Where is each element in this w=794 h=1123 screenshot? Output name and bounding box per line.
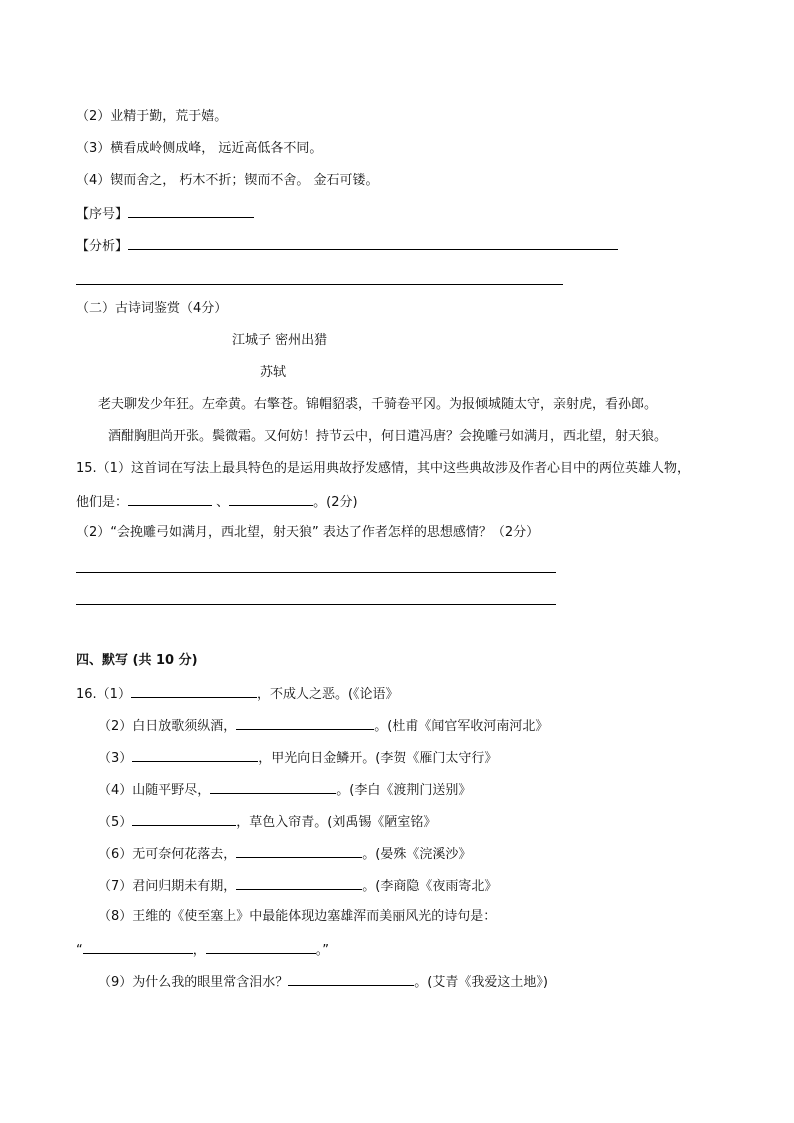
hero-blank-2[interactable] xyxy=(229,492,313,506)
q3-prefix: （3） xyxy=(98,751,133,766)
question-15-2: （2）“会挽雕弓如满月，西北望，射天狼” 表达了作者怎样的思想感情？（2分） xyxy=(76,525,540,540)
q6-blank[interactable] xyxy=(236,844,362,858)
answer-suffix: 。(2分) xyxy=(313,495,358,510)
q9-suffix: 。(艾青《我爱这土地》) xyxy=(414,975,548,990)
analysis-blank-line-2[interactable] xyxy=(76,284,563,285)
sentence-3: （3）横看成岭侧成峰， 远近高低各不同。 xyxy=(76,141,323,156)
q9-blank[interactable] xyxy=(288,972,414,986)
q7-blank[interactable] xyxy=(236,876,362,890)
q5-suffix: ，草色入帘青。(刘禹锡《陋室铭》 xyxy=(236,815,437,830)
q8-close-quote: 。” xyxy=(315,943,330,958)
q4-blank[interactable] xyxy=(210,780,336,794)
q8-blank-2[interactable] xyxy=(206,940,316,954)
q1-prefix: 16.（1） xyxy=(76,687,131,702)
dictation-q4 xyxy=(98,780,471,800)
q4-suffix: 。(李白《渡荆门送别》 xyxy=(336,783,472,798)
q8-blank-1[interactable] xyxy=(83,940,193,954)
q6-prefix: （6）无可奈何花落去， xyxy=(98,847,237,862)
sequence-blank[interactable] xyxy=(128,204,254,218)
q4-prefix: （4）山随平野尽， xyxy=(98,783,211,798)
poetry-section-title: （二）古诗词鉴赏（4分） xyxy=(76,301,228,316)
dictation-q5 xyxy=(98,812,436,832)
dictation-q8-answer-row xyxy=(76,940,329,960)
dictation-q1 xyxy=(76,684,399,704)
q7-prefix: （7）君问归期未有期， xyxy=(98,879,237,894)
hero-blank-1[interactable] xyxy=(128,492,212,506)
dictation-q9 xyxy=(98,972,548,992)
poem-author: 苏轼 xyxy=(260,365,287,380)
q2-suffix: 。(杜甫《闻官军收河南河北》 xyxy=(374,719,549,734)
question-15-1-answer-row xyxy=(76,492,358,512)
answer-prefix: 他们是： xyxy=(76,495,129,510)
poem-title: 江城子 密州出猎 xyxy=(232,333,328,348)
analysis-row xyxy=(76,236,618,256)
q8-comma: ， xyxy=(192,943,206,958)
dictation-q3 xyxy=(98,748,497,768)
dictation-q8: （8）王维的《使至塞上》中最能体现边塞雄浑而美丽风光的诗句是： xyxy=(98,909,497,924)
sequence-label: 【序号】 xyxy=(76,207,129,222)
poem-line-2: 酒酣胸胆尚开张。鬓微霜。又何妨！持节云中，何日遣冯唐？会挽雕弓如满月，西北望，射天狼。 xyxy=(108,429,668,444)
question-15-1: 15.（1）这首词在写法上最具特色的是运用典故抒发感情，其中这些典故涉及作者心目中的两位英雄人物， xyxy=(76,461,690,476)
answer-line-2[interactable] xyxy=(76,604,556,605)
q6-suffix: 。(晏殊《浣溪沙》 xyxy=(362,847,472,862)
analysis-label: 【分析】 xyxy=(76,239,129,254)
sentence-4: （4）锲而舍之， 朽木不折；锲而不舍。 金石可镂。 xyxy=(76,173,379,188)
dictation-q6 xyxy=(98,844,471,864)
answer-line-1[interactable] xyxy=(76,572,556,573)
sequence-row xyxy=(76,204,254,224)
poem-line-1: 老夫聊发少年狂。左牵黄。右擎苍。锦帽貂裘，千骑卷平冈。为报倾城随太守，亲射虎，看孙郎。 xyxy=(98,397,658,412)
q2-blank[interactable] xyxy=(236,716,374,730)
q8-open-quote: “ xyxy=(76,943,83,958)
q3-blank[interactable] xyxy=(132,748,258,762)
dictation-section-title: 四、默写 (共 10 分) xyxy=(76,653,198,668)
answer-separator: 、 xyxy=(216,495,230,510)
q5-blank[interactable] xyxy=(132,812,236,826)
q1-suffix: ，不成人之恶。(《论语》 xyxy=(256,687,399,702)
analysis-blank[interactable] xyxy=(128,236,618,250)
q1-blank[interactable] xyxy=(131,684,257,698)
dictation-q2 xyxy=(98,716,548,736)
q2-prefix: （2）白日放歌须纵酒， xyxy=(98,719,237,734)
sentence-2: （2）业精于勤，荒于嬉。 xyxy=(76,109,228,124)
q7-suffix: 。(李商隐《夜雨寄北》 xyxy=(362,879,498,894)
q5-prefix: （5） xyxy=(98,815,133,830)
dictation-q7 xyxy=(98,876,497,896)
q9-prefix: （9）为什么我的眼里常含泪水？ xyxy=(98,975,289,990)
q3-suffix: ，甲光向日金鳞开。(李贺《雁门太守行》 xyxy=(258,751,498,766)
